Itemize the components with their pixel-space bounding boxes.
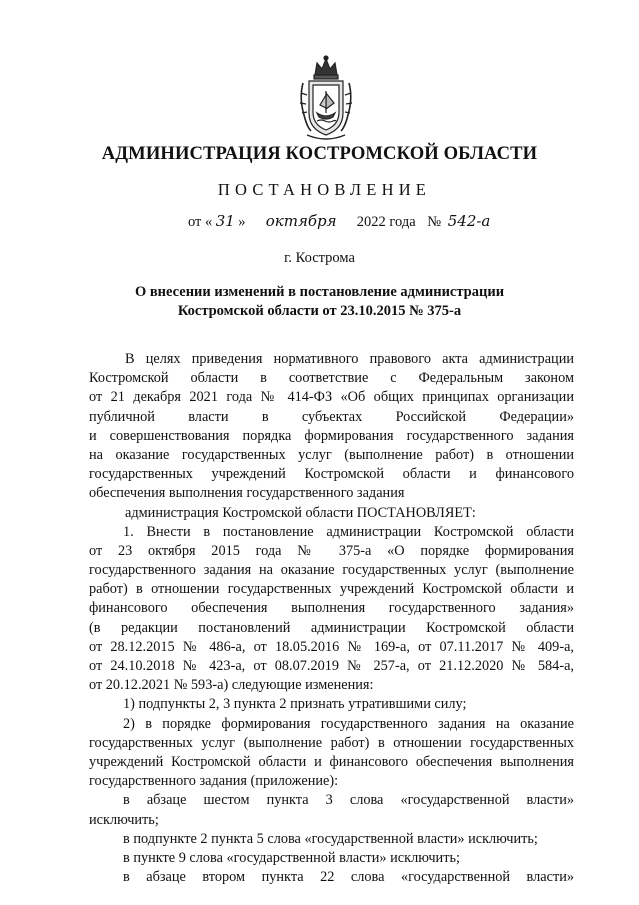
body-line: исключить; [89, 811, 159, 828]
title-line-2: Костромской области от 23.10.2015 № 375-а [177, 303, 462, 319]
date-day-handwritten: 31 [215, 212, 235, 230]
body-line: администрация Костромской области ПОСТАНОВЛЯЕТ: [125, 504, 476, 521]
body-line: в пункте 9 слова «государственной власти» исключить; [123, 849, 460, 866]
body-line: учреждений Костромской области и финансового обеспечения выполнения [89, 753, 574, 770]
body-line: 2) в порядке формирования государственного задания на оказание [123, 715, 574, 732]
body-line: и совершенствования порядка формирования государственного задания [89, 427, 574, 444]
body-line: от 21 декабря 2021 года № 414-ФЗ «Об общих принципах организации [89, 389, 574, 406]
body-line: от 28.12.2015 № 486-а, от 18.05.2016 № 169-а, от 07.11.2017 № 409-а, [89, 638, 574, 655]
date-month-handwritten: октября [265, 212, 337, 230]
body-line: от 24.10.2018 № 423-а, от 08.07.2019 № 257-а, от 21.12.2020 № 584-а, [89, 658, 574, 674]
body-line: публичной власти в субъектах Российской Федерации» [89, 408, 574, 425]
body-line: на оказание государственных услуг (выполнение работ) в отношении [89, 446, 574, 463]
body-line: от 23 октября 2015 года № 375-а «О порядке формирования [89, 542, 574, 559]
body-line: от 20.12.2021 № 593-а) следующие изменения: [89, 677, 374, 694]
body-line: обеспечения выполнения государственного задания [89, 485, 405, 502]
body-line: государственных учреждений Костромской области и финансового [89, 466, 574, 483]
city: г. Кострома [284, 250, 355, 266]
document-number-handwritten: 542-а [447, 212, 491, 230]
body-line: Костромской области в соответствие с Федеральным законом [89, 370, 574, 387]
body-line: 1. Внести в постановление администрации Костромской области [123, 523, 574, 540]
body-line: в абзаце втором пункта 22 слова «государственной власти» [123, 869, 574, 886]
document-title [0, 283, 639, 321]
body-line: в подпункте 2 пункта 5 слова «государственной власти» исключить; [123, 830, 538, 847]
document-type: ПОСТАНОВЛЕНИЕ [217, 180, 432, 199]
date-quote-close: » [238, 214, 246, 230]
number-label: № [427, 214, 442, 230]
organization-name: АДМИНИСТРАЦИЯ КОСТРОМСКОЙ ОБЛАСТИ [101, 143, 538, 164]
body-line: государственных услуг (выполнение работ) в отношении государственных [89, 734, 574, 751]
body-line: работ) в отношении государственных учреждений Костромской области и [89, 581, 574, 598]
title-line-1: О внесении изменений в постановление администрации [134, 284, 505, 300]
body-line: (в редакции постановлений администрации Костромской области [89, 619, 574, 636]
date-number-line [188, 212, 518, 231]
document-body [89, 350, 574, 887]
kostroma-coat-of-arms-icon [295, 53, 357, 141]
body-line: государственного задания на оказание государственных услуг (выполнение [89, 562, 574, 579]
body-line: финансового обеспечения выполнения государственного задания» [89, 600, 574, 617]
body-line: В целях приведения нормативного правового акта администрации [125, 351, 574, 367]
body-line: государственного задания (приложение): [89, 773, 339, 790]
date-year: 2022 года [356, 214, 416, 230]
body-line: в абзаце шестом пункта 3 слова «государственной власти» [123, 792, 574, 809]
body-line: 1) подпункты 2, 3 пункта 2 признать утратившими силу; [123, 696, 467, 713]
date-prefix: от « [188, 214, 213, 230]
